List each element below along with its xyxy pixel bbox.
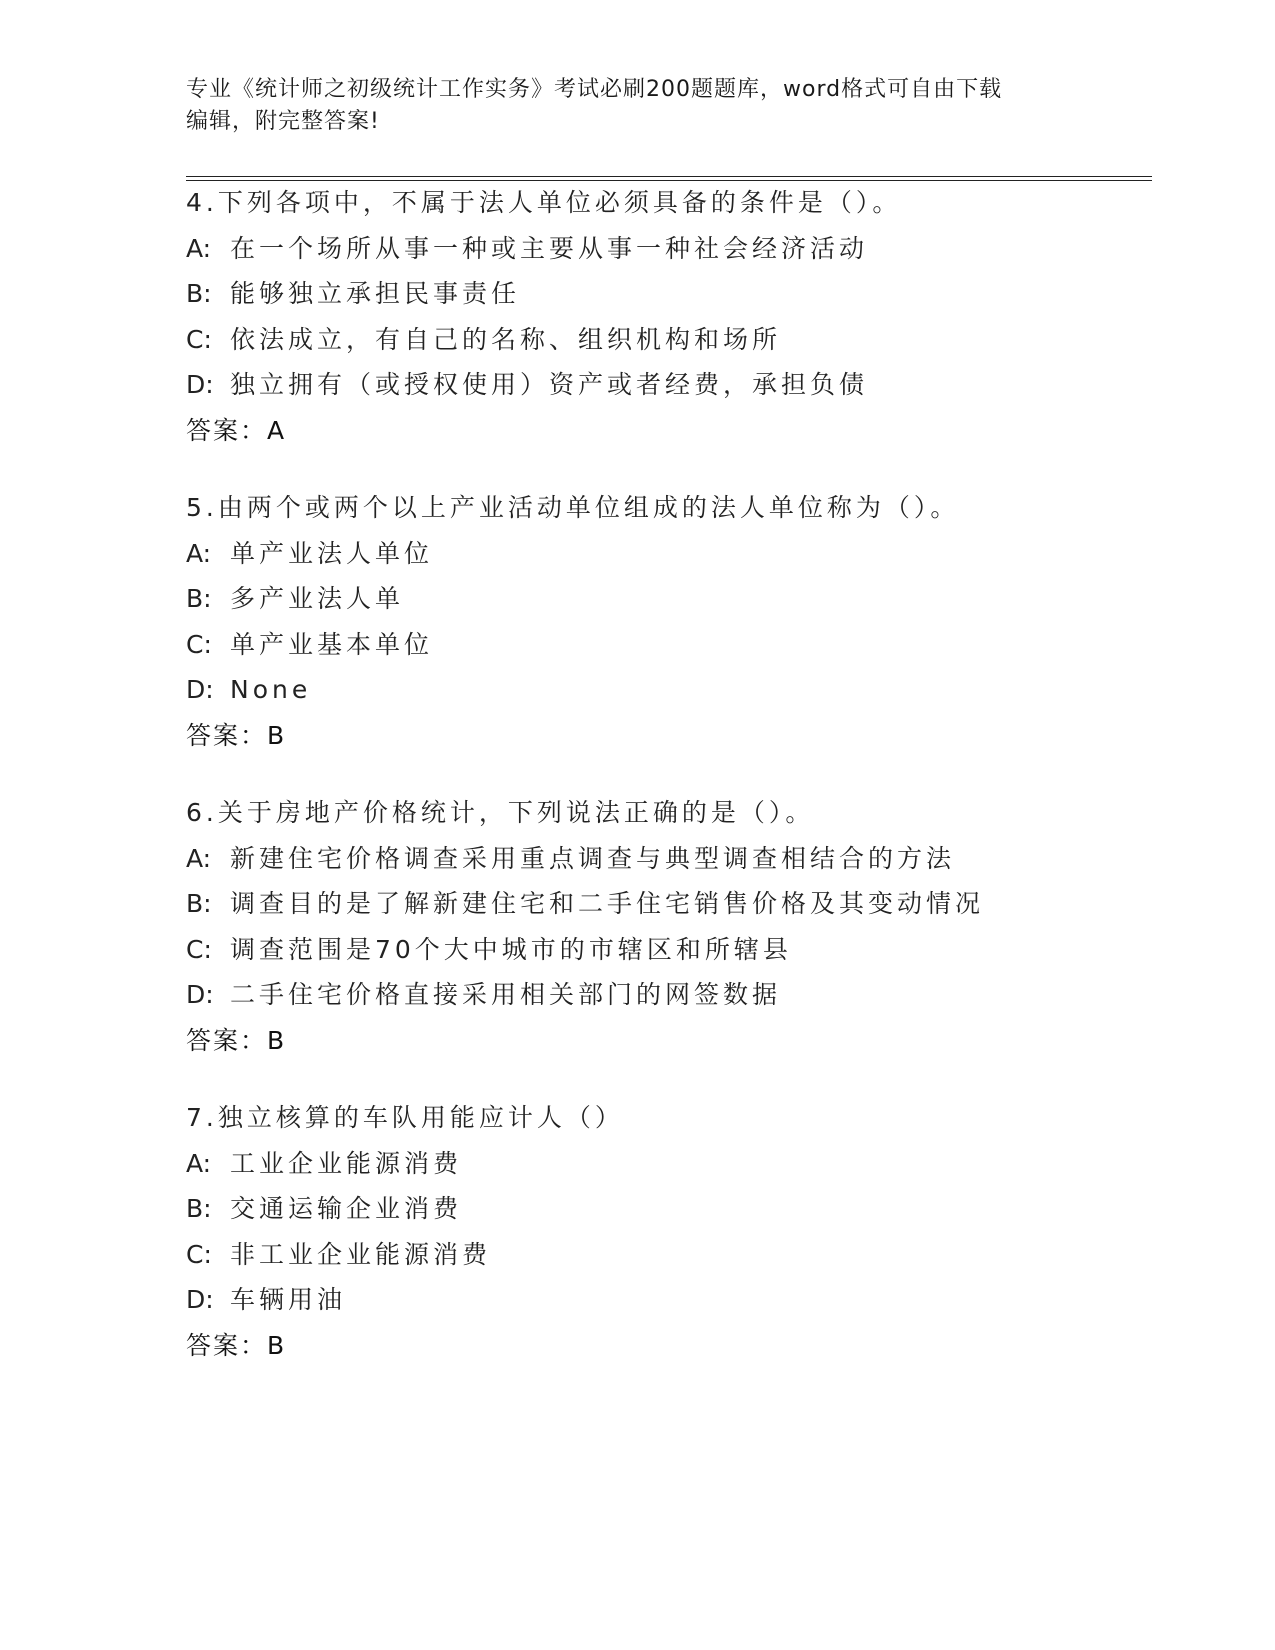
header-line-2: 编辑，附完整答案! (186, 109, 380, 134)
option-text: 二手住宅价格直接采用相关部门的网签数据 (230, 980, 782, 1009)
option-text: 多产业法人单 (230, 584, 405, 613)
answer-label: 答案： (186, 1330, 268, 1360)
question-4 (186, 180, 1086, 453)
question-7 (186, 1095, 1086, 1368)
question-5 (186, 485, 1086, 758)
option-b (186, 576, 1086, 622)
option-key: D: (186, 1285, 214, 1314)
option-text: 工业企业能源消费 (230, 1148, 463, 1178)
option-text: 能够独立承担民事责任 (230, 279, 521, 308)
question-stem: 5.由两个或两个以上产业活动单位组成的法人单位称为（）。 (186, 493, 960, 522)
answer-label: 答案： (186, 415, 268, 445)
option-d (186, 667, 1086, 713)
option-text: 新建住宅价格调查采用重点调查与典型调查相结合的方法 (230, 843, 956, 873)
option-a (186, 1141, 1086, 1187)
option-key: D: (186, 370, 214, 399)
option-key: C: (186, 629, 212, 659)
option-text: 单产业基本单位 (230, 629, 434, 659)
option-key: C: (186, 1239, 212, 1269)
question-stem: 6.关于房地产价格统计，下列说法正确的是（）。 (186, 798, 815, 827)
option-b (186, 1186, 1086, 1232)
option-text: 调查目的是了解新建住宅和二手住宅销售价格及其变动情况 (230, 889, 985, 918)
option-text: 依法成立，有自己的名称、组织机构和场所 (230, 324, 782, 354)
option-key: C: (186, 934, 212, 964)
option-text: 车辆用油 (230, 1285, 347, 1314)
option-c (186, 622, 1086, 668)
option-key: B: (186, 279, 212, 308)
option-a (186, 836, 1086, 882)
answer-value: B (267, 1330, 285, 1360)
option-key: A: (186, 843, 212, 873)
document-header (186, 74, 1086, 138)
option-key: A: (186, 538, 212, 568)
answer-line (186, 1018, 1086, 1064)
option-b (186, 271, 1086, 317)
answer-line (186, 713, 1086, 759)
option-key: B: (186, 584, 212, 613)
question-6 (186, 790, 1086, 1063)
answer-line (186, 1323, 1086, 1369)
option-d (186, 972, 1086, 1018)
option-key: B: (186, 1194, 212, 1223)
option-key: D: (186, 980, 214, 1009)
option-key: D: (186, 675, 214, 704)
option-d (186, 362, 1086, 408)
option-key: A: (186, 233, 212, 263)
header-line-1: 专业《统计师之初级统计工作实务》考试必刷200题题库，word格式可自由下载 (186, 77, 1003, 102)
option-text: 调查范围是70个大中城市的市辖区和所辖县 (230, 934, 792, 964)
answer-value: B (267, 720, 285, 750)
question-stem: 4.下列各项中，不属于法人单位必须具备的条件是（）。 (186, 188, 902, 217)
option-c (186, 317, 1086, 363)
option-d (186, 1277, 1086, 1323)
option-b (186, 881, 1086, 927)
answer-value: B (267, 1025, 285, 1055)
answer-label: 答案： (186, 1025, 268, 1055)
option-c (186, 927, 1086, 973)
answer-label: 答案： (186, 720, 268, 750)
option-text: 在一个场所从事一种或主要从事一种社会经济活动 (230, 233, 869, 263)
option-key: C: (186, 324, 212, 354)
option-text: 独立拥有（或授权使用）资产或者经费，承担负债 (230, 370, 869, 399)
option-a (186, 531, 1086, 577)
option-text: 单产业法人单位 (230, 538, 434, 568)
option-key: A: (186, 1148, 212, 1178)
option-c (186, 1232, 1086, 1278)
option-a (186, 226, 1086, 272)
option-text: None (230, 675, 312, 704)
option-key: B: (186, 889, 212, 918)
question-stem: 7.独立核算的车队用能应计人（） (186, 1103, 624, 1132)
option-text: 非工业企业能源消费 (230, 1239, 492, 1269)
answer-line (186, 408, 1086, 454)
option-text: 交通运输企业消费 (230, 1194, 463, 1223)
answer-value: A (267, 415, 285, 445)
